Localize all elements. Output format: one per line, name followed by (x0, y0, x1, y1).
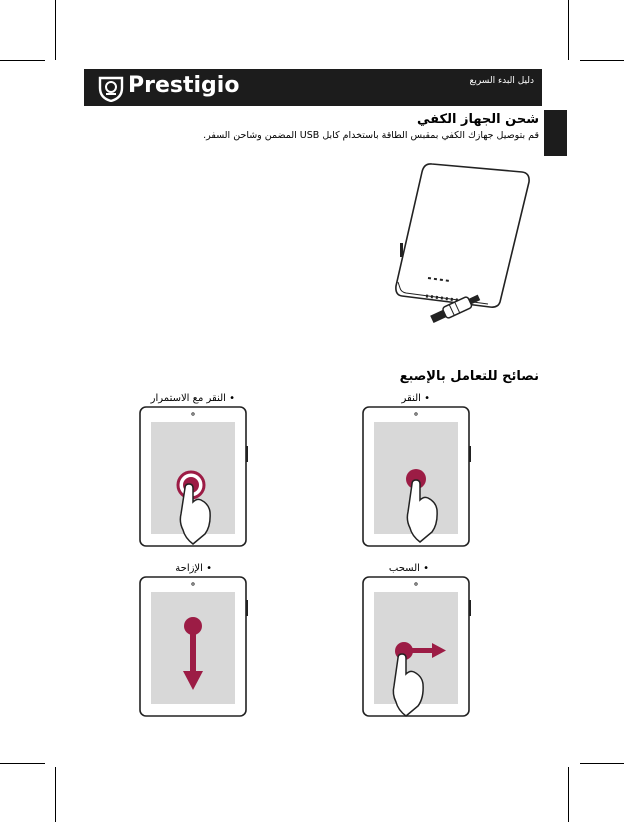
crop-mark (580, 763, 624, 764)
gesture-label-tap: • النقر (401, 393, 430, 404)
guide-label: دليل البدء السريع (469, 76, 534, 86)
gesture-label-drag: • السحب (388, 563, 429, 574)
gesture-label-tap-hold: • النقر مع الاستمرار (150, 393, 235, 404)
crop-mark (55, 767, 56, 822)
gesture-label-swipe: • الإزاحة (175, 563, 212, 574)
tablet-tap (362, 406, 472, 548)
side-tab (544, 110, 567, 156)
crop-mark (580, 60, 624, 61)
brand-name: Prestigio (128, 73, 240, 98)
charging-title: شحن الجهاز الكفي (417, 112, 539, 127)
crop-mark (568, 767, 569, 822)
prestigio-logo-icon (96, 74, 126, 102)
tablet-swipe (139, 576, 249, 718)
crop-mark (55, 0, 56, 60)
crop-mark (0, 60, 45, 61)
crop-mark (0, 763, 45, 764)
tablet-charging-illustration (380, 158, 530, 348)
tablet-tap-hold (139, 406, 249, 548)
crop-mark (568, 0, 569, 60)
tablet-drag (362, 576, 472, 718)
tips-title: نصائح للتعامل بالإصبع (399, 369, 539, 384)
charging-instruction: قم بتوصيل جهازك الكفي بمقبس الطاقة باستخدام كابل USB المضمن وشاحن السفر. (203, 130, 539, 141)
